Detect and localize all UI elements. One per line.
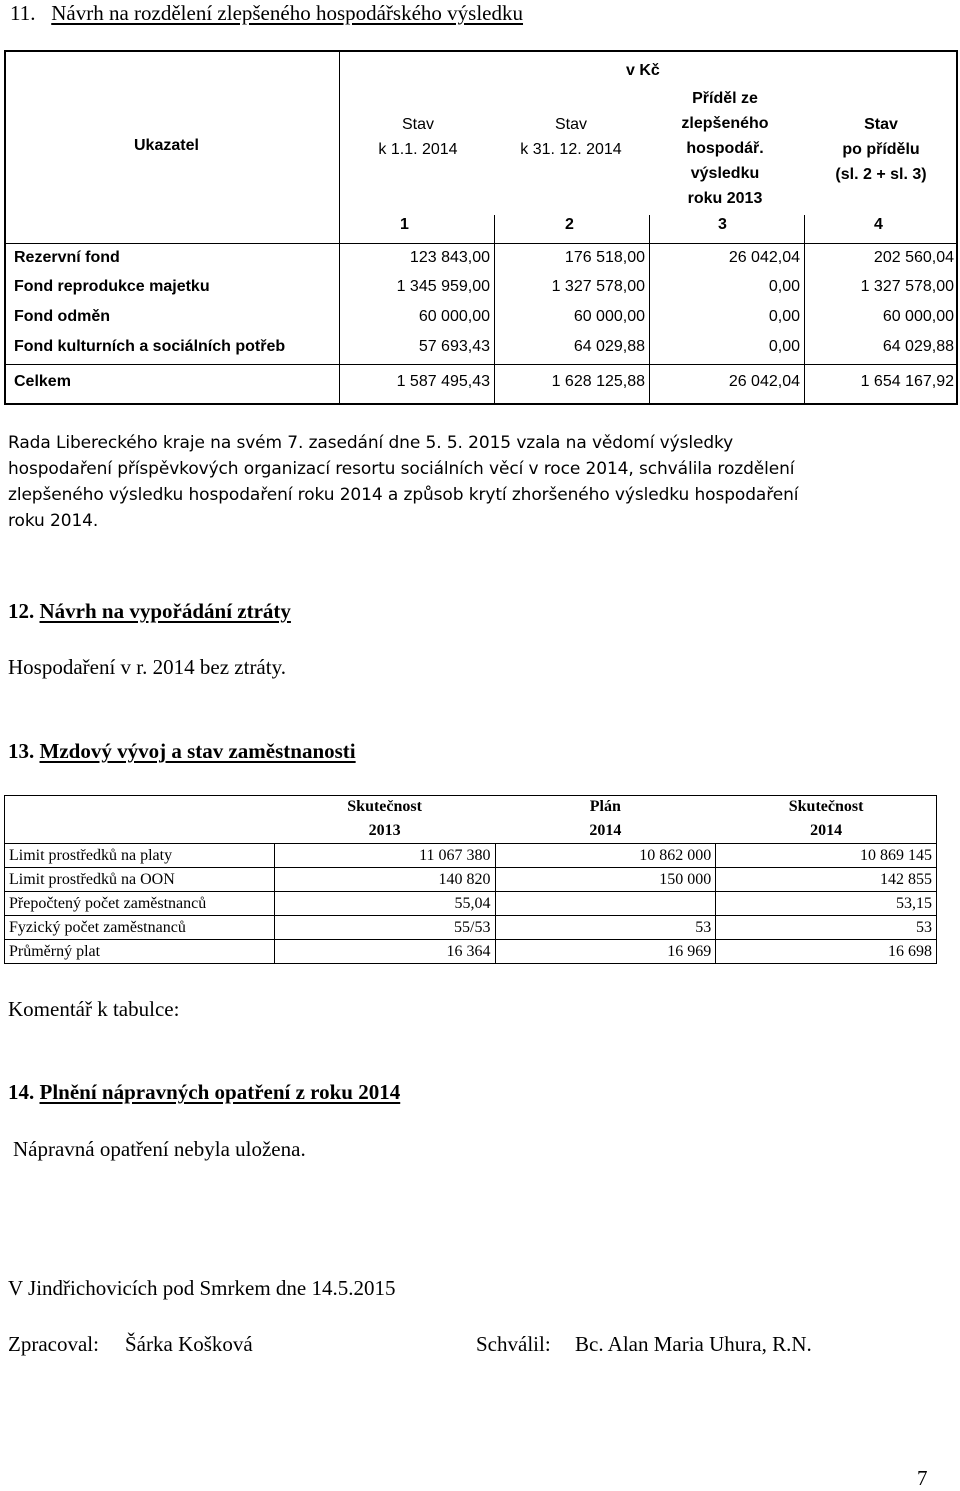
table2-header-empty: [5, 795, 275, 844]
col-number-2: 2: [565, 216, 574, 233]
row-label: Fond odměn: [14, 308, 110, 325]
cell: 64 029,88: [573, 338, 645, 355]
decision-paragraph: Rada Libereckého kraje na svém 7. zasedání dne 5. 5. 2015 vzala na vědomí výsledky hospodaření příspěvkových organizací resortu sociálních věcí v roce 2014, schválila rozdělení zlepšeného výsledku hospodaření roku 2014 a způsob krytí zhoršeného výsledku hospodaření roku 2014.: [8, 433, 799, 531]
cell: 60 000,00: [418, 308, 490, 325]
employment-table: [4, 795, 937, 964]
table-row: [5, 844, 937, 868]
cell: 150 000: [495, 868, 716, 892]
cell: 1 628 125,88: [551, 373, 645, 390]
cell: 1 654 167,92: [860, 373, 954, 390]
prepared-name: Šárka Košková: [125, 1332, 253, 1356]
row-label: Fond kulturních a sociálních potřeb: [14, 338, 286, 355]
cell: 53: [716, 916, 937, 940]
fund-allocation-table: [4, 50, 958, 405]
cell: 64 029,88: [882, 338, 954, 355]
section-12-text: Hospodaření v r. 2014 bez ztráty.: [8, 655, 286, 679]
col-number-4: 4: [874, 216, 883, 233]
cell: 53,15: [716, 892, 937, 916]
cell: 10 862 000: [495, 844, 716, 868]
table-row: [5, 868, 937, 892]
table2-header-plan-2014: Plán 2014: [589, 798, 622, 839]
section-14-text: Nápravná opatření nebyla uložena.: [13, 1137, 306, 1161]
cell: 123 843,00: [409, 249, 490, 266]
cell: 142 855: [716, 868, 937, 892]
cell: 57 693,43: [418, 338, 490, 355]
cell: 1 345 959,00: [396, 278, 490, 295]
cell: 26 042,04: [728, 249, 800, 266]
section-13-heading: 13. Mzdový vývoj a stav zaměstnanosti: [8, 739, 356, 763]
cell: 55/53: [274, 916, 495, 940]
cell: 202 560,04: [873, 249, 954, 266]
row-label: Limit prostředků na OON: [5, 868, 275, 892]
header-col4: Stav po přídělu (sl. 2 + sl. 3): [835, 116, 927, 183]
approved-label: Schválil:: [476, 1332, 551, 1356]
cell: 1 327 578,00: [860, 278, 954, 295]
table-row: [5, 940, 937, 964]
row-label: Fyzický počet zaměstnanců: [5, 916, 275, 940]
cell: 53: [495, 916, 716, 940]
row-label: Rezervní fond: [14, 249, 120, 266]
table-row: [5, 916, 937, 940]
row-label: Fond reprodukce majetku: [14, 278, 210, 295]
cell: 10 869 145: [716, 844, 937, 868]
table2-header-actual-2014: Skutečnost 2014: [788, 798, 864, 839]
cell: 0,00: [768, 308, 800, 325]
cell: 1 587 495,43: [396, 373, 490, 390]
cell: 26 042,04: [728, 373, 800, 390]
cell: 176 518,00: [564, 249, 645, 266]
prepared-label: Zpracoval:: [8, 1332, 99, 1356]
header-col3: Příděl ze zlepšeného hospodář. výsledku roku 2013: [681, 90, 769, 207]
cell: 16 698: [716, 940, 937, 964]
col-number-3: 3: [718, 216, 727, 233]
cell: 16 364: [274, 940, 495, 964]
cell: 140 820: [274, 868, 495, 892]
row-label-total: Celkem: [14, 373, 71, 390]
cell: 16 969: [495, 940, 716, 964]
cell: 60 000,00: [882, 308, 954, 325]
unit-label: v Kč: [626, 62, 660, 79]
table2-header-actual-2013: Skutečnost 2013: [347, 798, 422, 839]
cell: [495, 892, 716, 916]
section-12-heading: 12. Návrh na vypořádání ztráty: [8, 599, 291, 623]
table-comment-label: Komentář k tabulce:: [8, 997, 180, 1021]
cell: 0,00: [768, 278, 800, 295]
table-row: [5, 892, 937, 916]
cell: 55,04: [274, 892, 495, 916]
place-date: V Jindřichovicích pod Smrkem dne 14.5.2015: [8, 1276, 396, 1300]
cell: 11 067 380: [274, 844, 495, 868]
page-number: 7: [917, 1466, 928, 1490]
row-label: Limit prostředků na platy: [5, 844, 275, 868]
header-col2: Stav k 31. 12. 2014: [520, 116, 622, 158]
cell: 1 327 578,00: [551, 278, 645, 295]
row-label: Průměrný plat: [5, 940, 275, 964]
cell: 60 000,00: [573, 308, 645, 325]
section-11-title: Návrh na rozdělení zlepšeného hospodářského výsledku: [51, 1, 524, 25]
col-number-1: 1: [400, 216, 409, 233]
header-col1: Stav k 1.1. 2014: [378, 116, 458, 158]
section-11-heading: [10, 1, 523, 26]
header-ukazatel: Ukazatel: [134, 137, 199, 154]
row-label: Přepočtený počet zaměstnanců: [5, 892, 275, 916]
approved-name: Bc. Alan Maria Uhura, R.N.: [575, 1332, 812, 1356]
cell: 0,00: [768, 338, 800, 355]
section-14-heading: 14. Plnění nápravných opatření z roku 2014: [8, 1080, 401, 1104]
section-11-number: 11.: [10, 1, 36, 25]
